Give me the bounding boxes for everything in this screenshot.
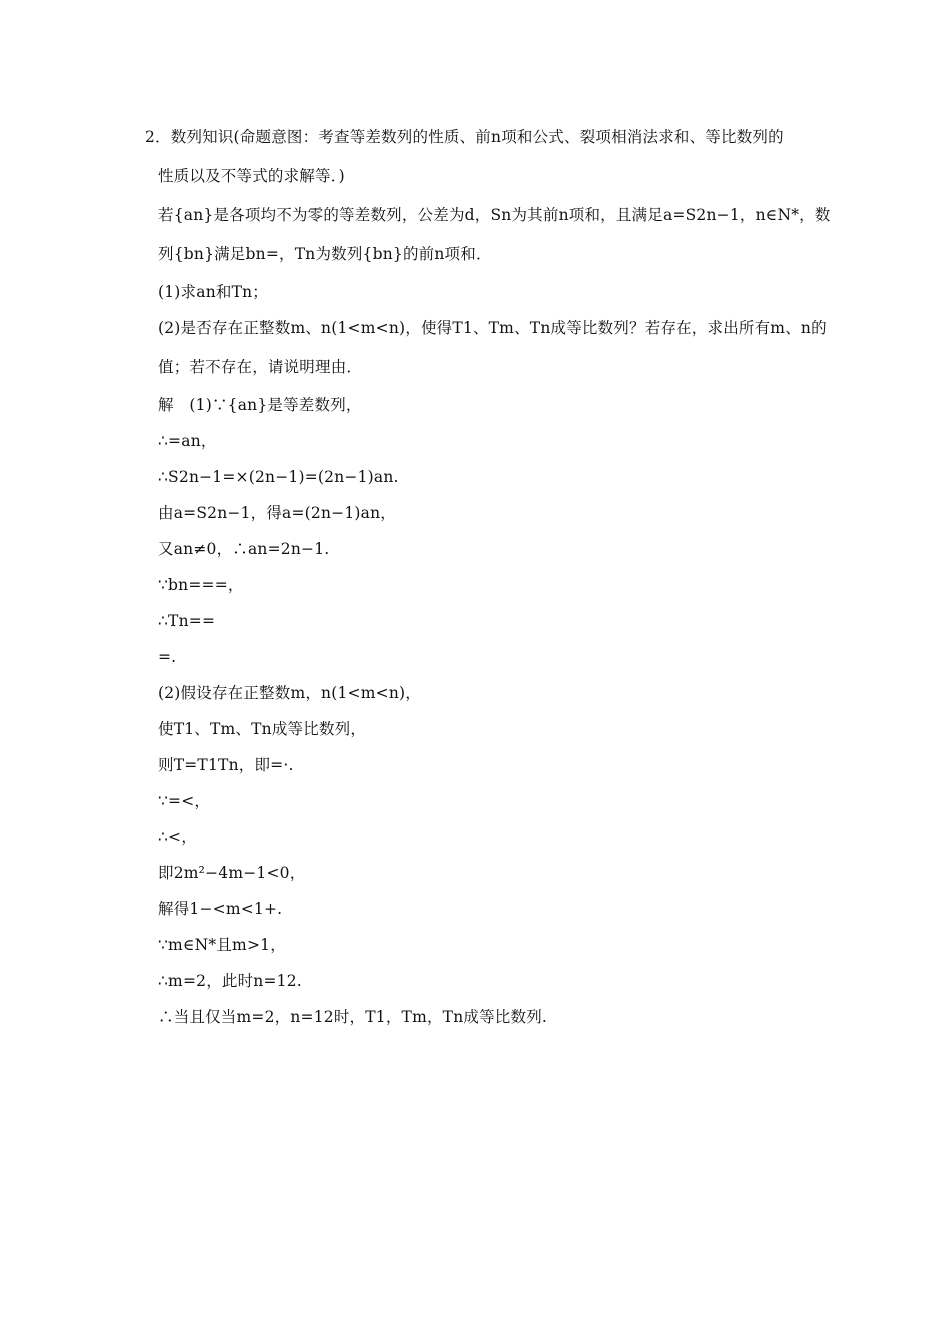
solution-line-1: 解 (1)∵{an}是等差数列， (158, 396, 362, 414)
problem-header-continuation: 性质以及不等式的求解等．) (158, 167, 345, 185)
solution-line-8: =. (158, 648, 177, 666)
solution-line-4: 由a=S2n−1，得a=(2n−1)an， (158, 504, 396, 522)
solution-line-3: ∴S2n−1=×(2n−1)=(2n−1)an. (158, 468, 399, 486)
problem-header-line: 2．数列知识(命题意图：考查等差数列的性质、前n项和公式、裂项相消法求和、等比数列的 (145, 128, 784, 146)
solution-line-2: ∴=an， (158, 432, 217, 450)
solution-conclusion: ∴当且仅当m=2，n=12时，T1，Tm，Tn成等比数列. (158, 1008, 548, 1026)
solution-line-5: 又an≠0，∴an=2n−1. (158, 540, 330, 558)
question-1: (1)求an和Tn； (158, 283, 269, 301)
question-2-line-2: 值；若不存在，请说明理由． (158, 358, 363, 376)
solution-part-2-line-1: (2)假设存在正整数m，n(1<m<n)， (158, 684, 421, 702)
solution-part-2-line-4: ∵=<， (158, 792, 211, 810)
solution-part-2-line-7: 解得1−<m<1+. (158, 900, 283, 918)
solution-part-2-line-3: 则T=T1Tn，即=·. (158, 756, 294, 774)
question-2-line-1: (2)是否存在正整数m、n(1<m<n)，使得T1、Tm、Tn成等比数列？若存在，求出所有m、n的 (158, 319, 827, 337)
solution-part-2-line-6: 即2m²−4m−1<0， (158, 864, 306, 882)
problem-statement-line-1: 若{an}是各项均不为零的等差数列，公差为d，Sn为其前n项和，且满足a=S2n−1，n∈N*，数 (158, 206, 831, 224)
solution-part-2-line-8: ∵m∈N*且m>1， (158, 936, 286, 954)
solution-line-7: ∴Tn== (158, 612, 216, 630)
solution-part-2-line-5: ∴<， (158, 828, 197, 846)
solution-line-6: ∵bn===， (158, 576, 244, 594)
solution-part-2-line-9: ∴m=2，此时n=12. (158, 972, 302, 990)
solution-part-2-line-2: 使T1、Tm、Tn成等比数列， (158, 720, 367, 738)
problem-statement-line-2: 列{bn}满足bn=，Tn为数列{bn}的前n项和． (158, 245, 492, 263)
